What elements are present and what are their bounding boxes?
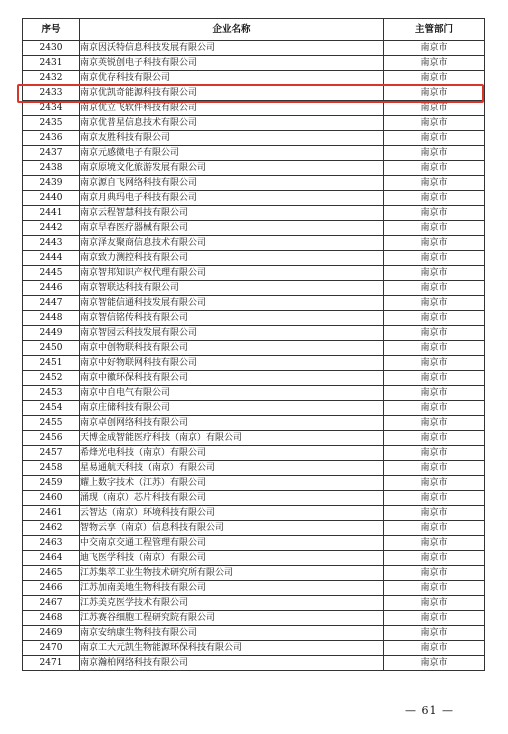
department: 南京市 [384, 86, 485, 101]
table-row [23, 386, 485, 401]
company-name: 南京早春医疗器械有限公司 [80, 221, 384, 236]
row-index: 2443 [23, 236, 80, 251]
row-index: 2461 [23, 506, 80, 521]
row-index: 2470 [23, 641, 80, 656]
department: 南京市 [384, 41, 485, 56]
row-index: 2447 [23, 296, 80, 311]
table-row [23, 461, 485, 476]
department: 南京市 [384, 191, 485, 206]
table-row [23, 581, 485, 596]
table-row [23, 71, 485, 86]
company-name: 江苏赛谷细胞工程研究院有限公司 [80, 611, 384, 626]
company-name: 南京智邦知识产权代理有限公司 [80, 266, 384, 281]
department: 南京市 [384, 251, 485, 266]
company-name: 南京中自电气有限公司 [80, 386, 384, 401]
department: 南京市 [384, 131, 485, 146]
table-row [23, 191, 485, 206]
row-index: 2466 [23, 581, 80, 596]
department: 南京市 [384, 341, 485, 356]
company-name: 南京元感微电子有限公司 [80, 146, 384, 161]
company-name: 南京瀚柏网络科技有限公司 [80, 656, 384, 671]
company-name: 南京中徽环保科技有限公司 [80, 371, 384, 386]
row-index: 2449 [23, 326, 80, 341]
row-index: 2471 [23, 656, 80, 671]
department: 南京市 [384, 566, 485, 581]
department: 南京市 [384, 326, 485, 341]
row-index: 2432 [23, 71, 80, 86]
company-name: 南京卓创网络科技有限公司 [80, 416, 384, 431]
department: 南京市 [384, 551, 485, 566]
table-row [23, 401, 485, 416]
table-row [23, 656, 485, 671]
company-name: 南京原境文化旅游发展有限公司 [80, 161, 384, 176]
table-row [23, 86, 485, 101]
department: 南京市 [384, 161, 485, 176]
company-name: 南京工大元凯生物能源环保科技有限公司 [80, 641, 384, 656]
table-row [23, 506, 485, 521]
department: 南京市 [384, 581, 485, 596]
table-row [23, 146, 485, 161]
department: 南京市 [384, 311, 485, 326]
row-index: 2469 [23, 626, 80, 641]
department: 南京市 [384, 536, 485, 551]
company-name: 南京优立飞软件科技有限公司 [80, 101, 384, 116]
row-index: 2463 [23, 536, 80, 551]
company-name: 南京优存科技有限公司 [80, 71, 384, 86]
company-name: 南京优凯奇能源科技有限公司 [80, 86, 384, 101]
table-row [23, 596, 485, 611]
table-body [23, 41, 485, 671]
table-row [23, 356, 485, 371]
table-row [23, 446, 485, 461]
row-index: 2446 [23, 281, 80, 296]
table-row [23, 431, 485, 446]
company-name: 江苏美克医学技术有限公司 [80, 596, 384, 611]
table-row [23, 101, 485, 116]
company-name: 南京智园云科技发展有限公司 [80, 326, 384, 341]
table-row [23, 626, 485, 641]
table-row [23, 476, 485, 491]
table-row [23, 536, 485, 551]
company-name: 智物云享（南京）信息科技有限公司 [80, 521, 384, 536]
company-name: 江苏集萃工业生物技术研究所有限公司 [80, 566, 384, 581]
company-name: 南京月典玛电子科技有限公司 [80, 191, 384, 206]
department: 南京市 [384, 281, 485, 296]
company-name: 天博金成智能医疗科技（南京）有限公司 [80, 431, 384, 446]
department: 南京市 [384, 176, 485, 191]
row-index: 2444 [23, 251, 80, 266]
company-name: 南京源自飞网络科技有限公司 [80, 176, 384, 191]
table-row [23, 41, 485, 56]
row-index: 2452 [23, 371, 80, 386]
department: 南京市 [384, 521, 485, 536]
row-index: 2458 [23, 461, 80, 476]
company-name: 南京庄储科技有限公司 [80, 401, 384, 416]
department: 南京市 [384, 266, 485, 281]
company-name: 南京云程智慧科技有限公司 [80, 206, 384, 221]
row-index: 2450 [23, 341, 80, 356]
row-index: 2433 [23, 86, 80, 101]
table-row [23, 641, 485, 656]
table-row [23, 206, 485, 221]
row-index: 2448 [23, 311, 80, 326]
row-index: 2439 [23, 176, 80, 191]
company-name: 云智达（南京）环境科技有限公司 [80, 506, 384, 521]
department: 南京市 [384, 386, 485, 401]
table-row [23, 341, 485, 356]
company-name: 迪飞医学科技（南京）有限公司 [80, 551, 384, 566]
row-index: 2460 [23, 491, 80, 506]
table-row [23, 266, 485, 281]
department: 南京市 [384, 656, 485, 671]
company-name: 南京安纳康生物科技有限公司 [80, 626, 384, 641]
department: 南京市 [384, 596, 485, 611]
department: 南京市 [384, 626, 485, 641]
row-index: 2454 [23, 401, 80, 416]
row-index: 2441 [23, 206, 80, 221]
row-index: 2456 [23, 431, 80, 446]
department: 南京市 [384, 296, 485, 311]
page-number: — 61 — [405, 704, 454, 717]
department: 南京市 [384, 146, 485, 161]
row-index: 2468 [23, 611, 80, 626]
row-index: 2442 [23, 221, 80, 236]
header-company-name: 企业名称 [80, 19, 384, 41]
row-index: 2435 [23, 116, 80, 131]
company-name: 南京中好物联网科技有限公司 [80, 356, 384, 371]
table-row [23, 236, 485, 251]
row-index: 2462 [23, 521, 80, 536]
company-name: 涌现（南京）芯片科技有限公司 [80, 491, 384, 506]
department: 南京市 [384, 371, 485, 386]
table-row [23, 416, 485, 431]
company-name: 星易通航天科技（南京）有限公司 [80, 461, 384, 476]
company-name: 南京因沃特信息科技发展有限公司 [80, 41, 384, 56]
company-list-table [22, 18, 485, 671]
table-row [23, 311, 485, 326]
header-index: 序号 [23, 19, 80, 41]
row-index: 2459 [23, 476, 80, 491]
company-name: 南京中创物联科技有限公司 [80, 341, 384, 356]
table-row [23, 131, 485, 146]
department: 南京市 [384, 476, 485, 491]
row-index: 2464 [23, 551, 80, 566]
department: 南京市 [384, 431, 485, 446]
table-row [23, 521, 485, 536]
table-row [23, 326, 485, 341]
table-row [23, 371, 485, 386]
row-index: 2436 [23, 131, 80, 146]
table-row [23, 491, 485, 506]
department: 南京市 [384, 416, 485, 431]
header-department: 主管部门 [384, 19, 485, 41]
company-name: 南京友胜科技有限公司 [80, 131, 384, 146]
table-row [23, 296, 485, 311]
table-row [23, 251, 485, 266]
table-row [23, 176, 485, 191]
company-name: 南京泽友聚商信息技术有限公司 [80, 236, 384, 251]
department: 南京市 [384, 401, 485, 416]
table-row [23, 116, 485, 131]
row-index: 2431 [23, 56, 80, 71]
company-name: 南京优普星信息技术有限公司 [80, 116, 384, 131]
table-row [23, 281, 485, 296]
department: 南京市 [384, 221, 485, 236]
department: 南京市 [384, 506, 485, 521]
company-name: 希烽光电科技（南京）有限公司 [80, 446, 384, 461]
company-name: 南京智能信通科技发展有限公司 [80, 296, 384, 311]
table-row [23, 551, 485, 566]
department: 南京市 [384, 641, 485, 656]
company-name: 南京英锐创电子科技有限公司 [80, 56, 384, 71]
company-name: 中交南京交通工程管理有限公司 [80, 536, 384, 551]
department: 南京市 [384, 446, 485, 461]
table-row [23, 611, 485, 626]
department: 南京市 [384, 206, 485, 221]
row-index: 2437 [23, 146, 80, 161]
table-row [23, 566, 485, 581]
row-index: 2440 [23, 191, 80, 206]
department: 南京市 [384, 71, 485, 86]
department: 南京市 [384, 461, 485, 476]
table-row [23, 221, 485, 236]
company-name: 南京智联达科技有限公司 [80, 281, 384, 296]
row-index: 2438 [23, 161, 80, 176]
row-index: 2453 [23, 386, 80, 401]
row-index: 2434 [23, 101, 80, 116]
department: 南京市 [384, 491, 485, 506]
department: 南京市 [384, 356, 485, 371]
company-name: 南京致力测控科技有限公司 [80, 251, 384, 266]
table-row [23, 161, 485, 176]
company-name: 南京智信铭传科技有限公司 [80, 311, 384, 326]
department: 南京市 [384, 236, 485, 251]
row-index: 2465 [23, 566, 80, 581]
row-index: 2451 [23, 356, 80, 371]
company-name: 耀上数字技术（江苏）有限公司 [80, 476, 384, 491]
department: 南京市 [384, 116, 485, 131]
table-row [23, 56, 485, 71]
row-index: 2445 [23, 266, 80, 281]
row-index: 2430 [23, 41, 80, 56]
table-header-row [23, 19, 485, 41]
company-name: 江苏加南美地生物科技有限公司 [80, 581, 384, 596]
department: 南京市 [384, 611, 485, 626]
row-index: 2455 [23, 416, 80, 431]
row-index: 2467 [23, 596, 80, 611]
row-index: 2457 [23, 446, 80, 461]
department: 南京市 [384, 56, 485, 71]
department: 南京市 [384, 101, 485, 116]
